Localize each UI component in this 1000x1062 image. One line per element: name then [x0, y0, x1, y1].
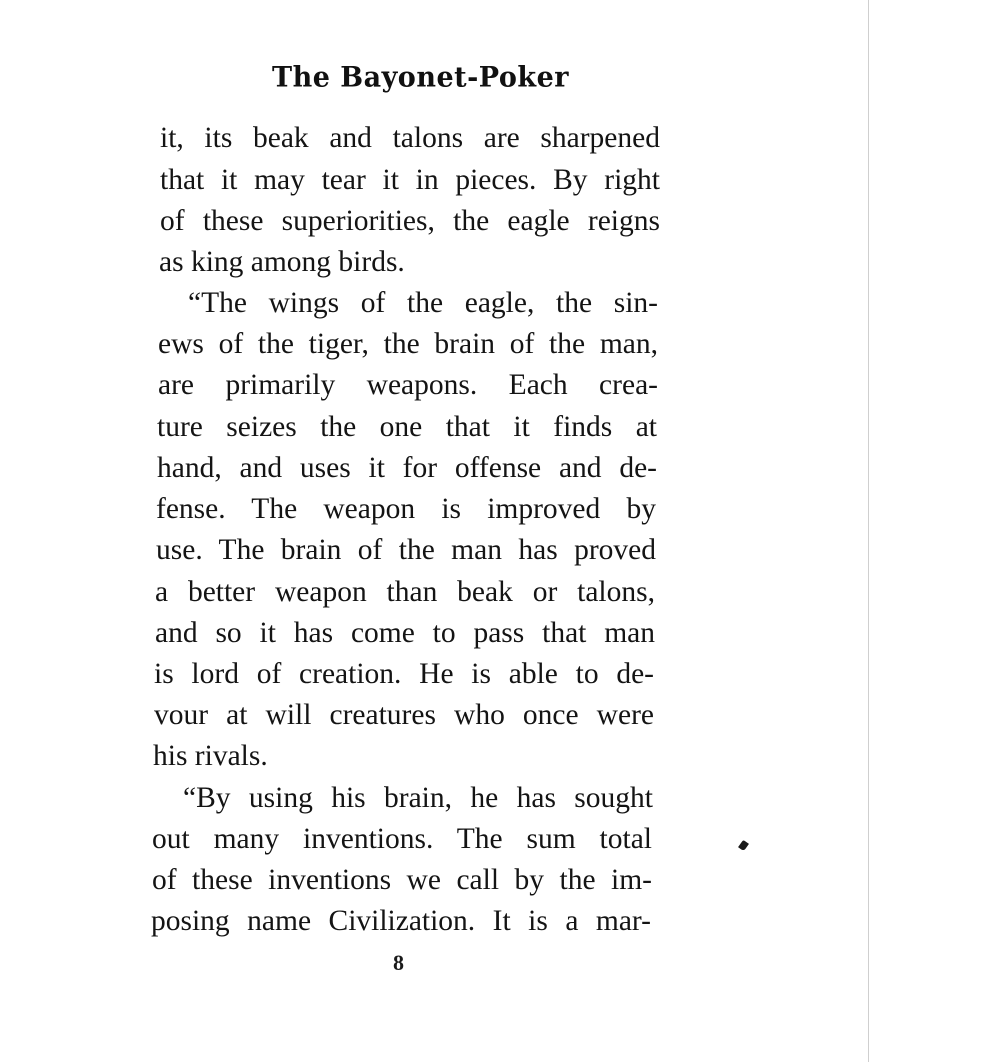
text-line: of these superiorities, the eagle reigns: [160, 205, 660, 237]
text-line: is lord of creation. He is able to de-: [154, 658, 654, 690]
text-line: a better weapon than beak or talons,: [155, 576, 655, 608]
text-line: vour at will creatures who once were: [154, 699, 654, 731]
text-line: are primarily weapons. Each crea-: [158, 369, 658, 401]
text-line: his rivals.: [153, 740, 268, 772]
text-line: ews of the tiger, the brain of the man,: [158, 328, 658, 360]
text-line: hand, and uses it for offense and de-: [157, 452, 657, 484]
text-line: “The wings of the eagle, the sin-: [188, 287, 658, 319]
text-line: fense. The weapon is improved by: [156, 493, 656, 525]
scan-margin: [869, 0, 1000, 1062]
text-line: and so it has come to pass that man: [155, 617, 655, 649]
text-line: that it may tear it in pieces. By right: [160, 164, 660, 196]
text-line: use. The brain of the man has proved: [156, 534, 656, 566]
page-number: 8: [393, 950, 404, 975]
text-line: “By using his brain, he has sought: [183, 782, 653, 814]
text-line: posing name Civilization. It is a mar-: [151, 905, 651, 937]
text-line: out many inventions. The sum total: [152, 823, 652, 855]
text-line: as king among birds.: [159, 246, 405, 278]
text-line: of these inventions we call by the im-: [152, 864, 652, 896]
text-line: it, its beak and talons are sharpened: [160, 122, 660, 154]
text-line: ture seizes the one that it finds at: [157, 411, 657, 443]
running-head: The Bayonet-Poker: [272, 61, 569, 94]
